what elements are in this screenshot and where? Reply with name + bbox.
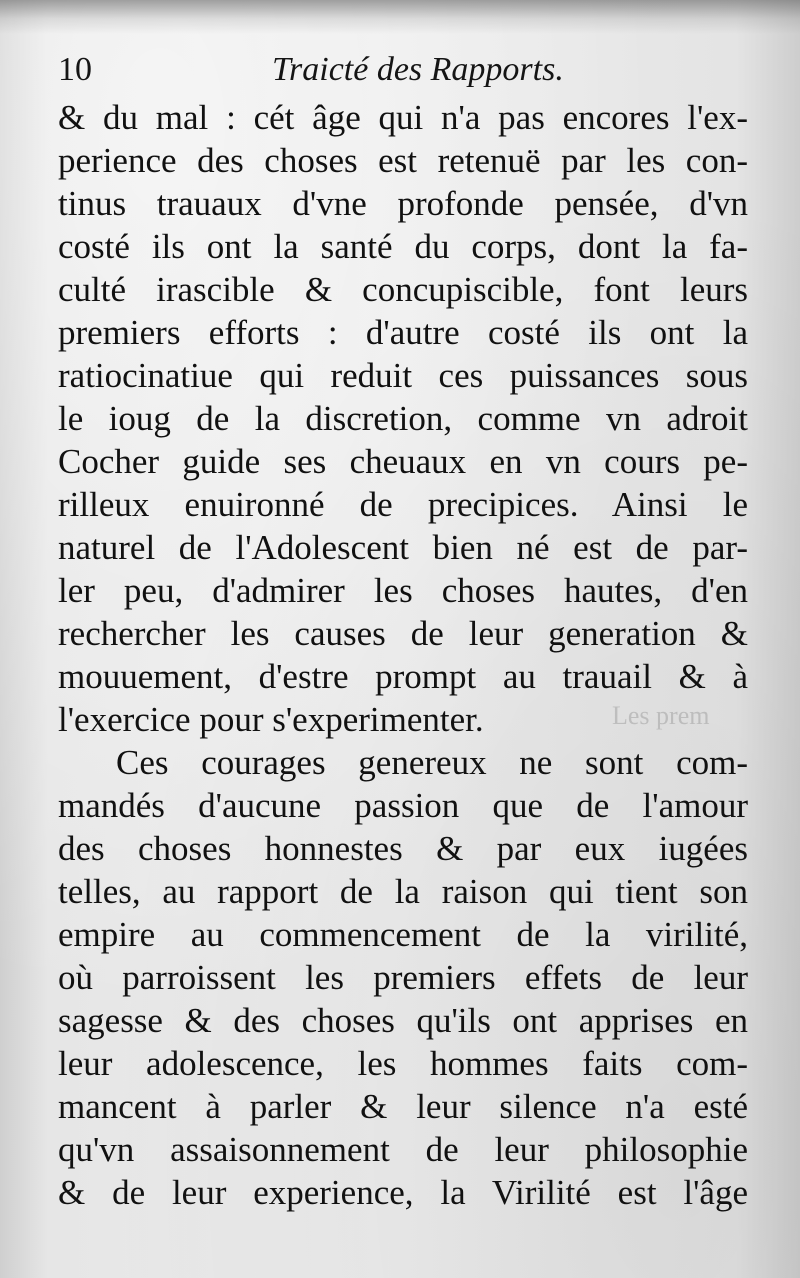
text-line: Cocher guide ses cheuaux en vn cours pe- — [58, 442, 748, 481]
text-line: & de leur experience, la Virilité est l'âge — [58, 1173, 748, 1212]
text-line: sagesse & des choses qu'ils ont apprises en — [58, 1001, 748, 1040]
text-line: ler peu, d'admirer les choses hautes, d'en — [58, 571, 748, 610]
text-line: leur adolescence, les hommes faits com- — [58, 1044, 748, 1083]
page-top-shadow — [0, 0, 800, 34]
text-line: ratiocinatiue qui reduit ces puissances sous — [58, 356, 748, 395]
text-line: premiers efforts : d'autre costé ils ont la — [58, 313, 748, 352]
text-line: naturel de l'Adolescent bien né est de par- — [58, 528, 748, 567]
text-line: empire au commencement de la virilité, — [58, 915, 748, 954]
text-line: & du mal : cét âge qui n'a pas encores l'ex- — [58, 98, 748, 137]
text-line: mouuement, d'estre prompt au trauail & à — [58, 657, 748, 696]
text-line: rechercher les causes de leur generation & — [58, 614, 748, 653]
page-header — [58, 46, 748, 90]
text-line: perience des choses est retenuë par les con- — [58, 141, 748, 180]
text-line: le ioug de la discretion, comme vn adroit — [58, 399, 748, 438]
text-line: qu'vn assaisonnement de leur philosophie — [58, 1130, 748, 1169]
text-line: mandés d'aucune passion que de l'amour — [58, 786, 748, 825]
body-text — [58, 96, 748, 1214]
text-line: Ces courages genereux ne sont com- — [116, 743, 748, 782]
text-line: culté irascible & concupiscible, font leurs — [58, 270, 748, 309]
text-line: des choses honnestes & par eux iugées — [58, 829, 748, 868]
text-line: rilleux enuironné de precipices. Ainsi le — [58, 485, 748, 524]
running-title: Traicté des Rapports. — [272, 51, 564, 88]
text-line: l'exercice pour s'experimenter. — [58, 700, 484, 739]
page-number: 10 — [58, 51, 92, 88]
text-line: costé ils ont la santé du corps, dont la fa- — [58, 227, 748, 266]
bleed-through-text: Les prem — [612, 701, 710, 730]
text-line: tinus trauaux d'vne profonde pensée, d'vn — [58, 184, 748, 223]
text-line: où parroissent les premiers effets de leur — [58, 958, 748, 997]
text-line: telles, au rapport de la raison qui tient son — [58, 872, 748, 911]
text-line: mancent à parler & leur silence n'a esté — [58, 1087, 748, 1126]
